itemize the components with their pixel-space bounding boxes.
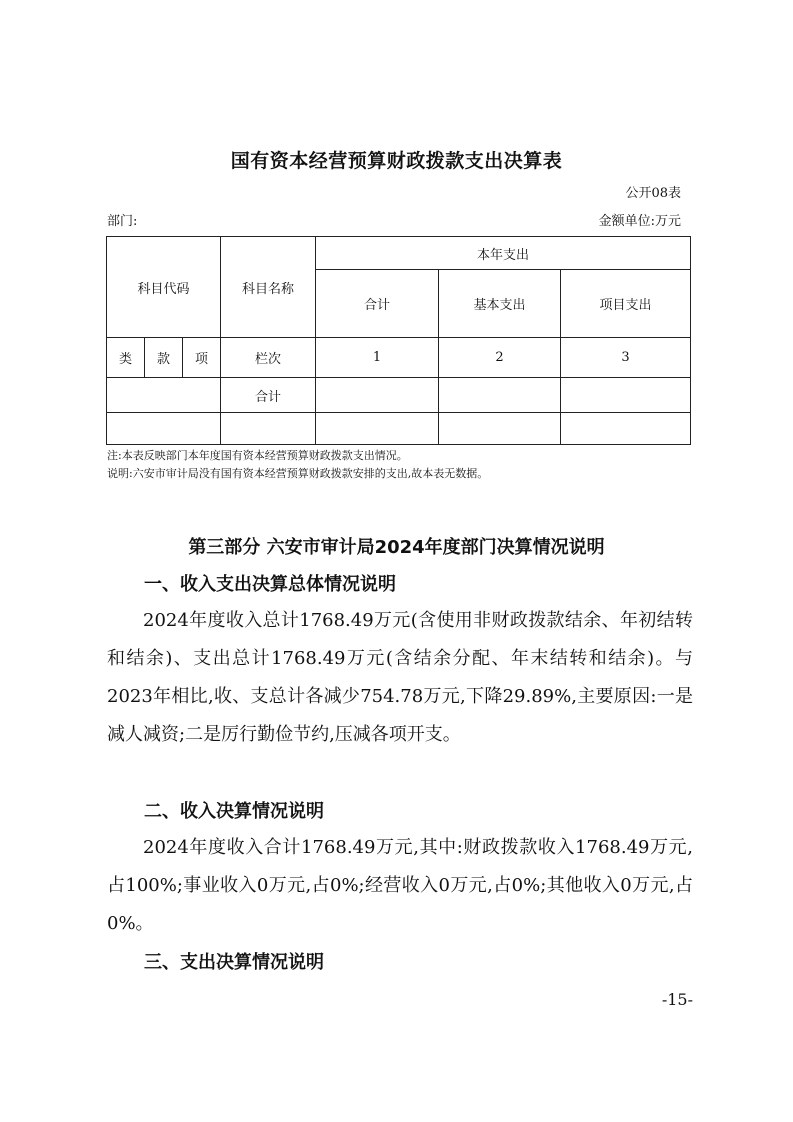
empty-row-value-2	[439, 413, 561, 445]
expenditure-table	[106, 236, 691, 445]
section-1-paragraph: 2024年度收入总计1768.49万元(含使用非财政拨款结余、年初结转和结余)、支出总计1768.49万元(含结余分配、年末结转和结余)。与2023年相比,收、支总计各减少754.78万元,下降29.89%,主要原因:一是减人减资;二是厉行勤俭节约,压减各项开支。	[107, 610, 693, 745]
page-number: -15-	[661, 990, 693, 1009]
section-2-paragraph: 2024年度收入合计1768.49万元,其中:财政拨款收入1768.49万元,占100%;事业收入0万元,占0%;经营收入0万元,占0%;其他收入0万元,占0%。	[107, 837, 693, 934]
total-row-code	[107, 378, 221, 413]
section-2-heading: 二、收入决算情况说明	[144, 801, 324, 822]
col-number-3: 3	[561, 338, 691, 378]
part-heading: 第三部分 六安市审计局2024年度部门决算情况说明	[188, 537, 605, 558]
header-total: 合计	[316, 270, 439, 338]
form-number: 公开08表	[625, 186, 681, 201]
table-note: 注:本表反映部门本年度国有资本经营预算财政拨款支出情况。	[107, 449, 408, 462]
table-explanation: 说明:六安市审计局没有国有资本经营预算财政拨款安排的支出,故本表无数据。	[107, 467, 489, 480]
row-lanci: 栏次	[221, 338, 316, 378]
section-1-heading: 一、收入支出决算总体情况说明	[144, 574, 396, 595]
table-title: 国有资本经营预算财政拨款支出决算表	[230, 150, 563, 172]
amount-unit-label: 金额单位:万元	[598, 214, 681, 229]
header-current-year: 本年支出	[316, 237, 691, 270]
department-label: 部门:	[107, 214, 138, 229]
header-kuan: 款	[145, 338, 183, 378]
header-xiang: 项	[183, 338, 221, 378]
total-row-label: 合计	[221, 378, 316, 413]
header-basic: 基本支出	[439, 270, 561, 338]
empty-row-value-1	[316, 413, 439, 445]
header-subject-name: 科目名称	[221, 237, 316, 338]
total-row-value-1	[316, 378, 439, 413]
total-row-value-3	[561, 378, 691, 413]
total-row-value-2	[439, 378, 561, 413]
col-number-1: 1	[316, 338, 439, 378]
header-lei: 类	[107, 338, 145, 378]
empty-row-value-3	[561, 413, 691, 445]
header-project: 项目支出	[561, 270, 691, 338]
empty-row-name	[221, 413, 316, 445]
empty-row-code	[107, 413, 221, 445]
header-subject-code: 科目代码	[107, 237, 221, 338]
section-3-heading: 三、支出决算情况说明	[144, 952, 324, 973]
col-number-2: 2	[439, 338, 561, 378]
